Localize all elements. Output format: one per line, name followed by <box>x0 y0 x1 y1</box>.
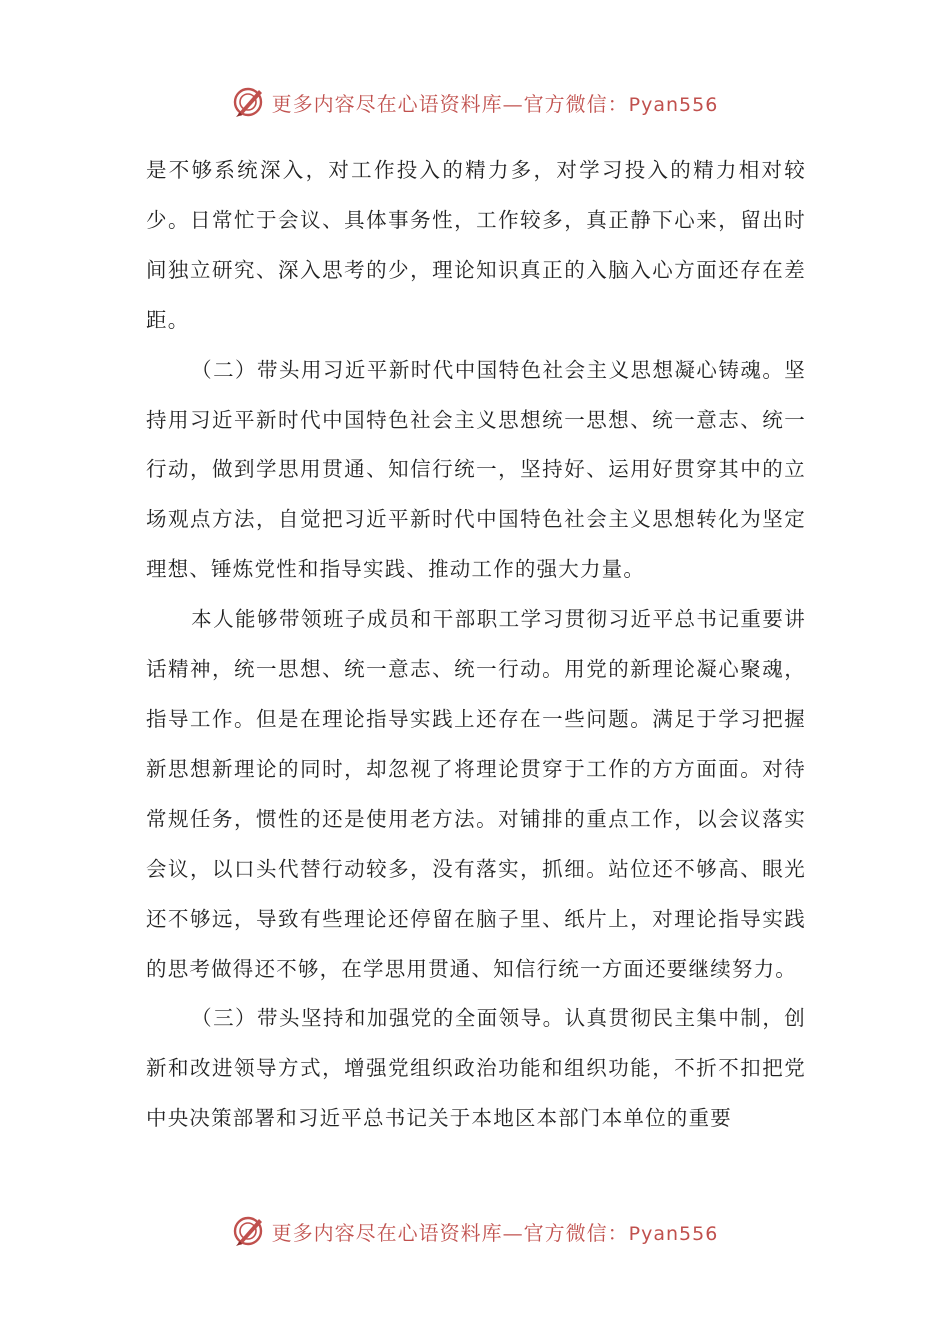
paragraph-3: 本人能够带领班子成员和干部职工学习贯彻习近平总书记重要讲话精神，统一思想、统一意志、统一行动。用党的新理论凝心聚魂，指导工作。但是在理论指导实践上还存在一些问题。满足于学习把握新思想新理论的同时，却忽视了将理论贯穿于工作的方方面面。对待常规任务，惯性的还是使用老方法。对铺排的重点工作，以会议落实会议，以口头代替行动较多，没有落实，抓细。站位还不够高、眼光还不够远，导致有些理论还停留在脑子里、纸片上，对理论指导实践的思考做得还不够，在学思用贯通、知信行统一方面还要继续努力。 <box>146 607 806 981</box>
footer-banner <box>0 1211 950 1251</box>
document-body <box>146 146 806 1144</box>
header-banner <box>0 82 950 122</box>
pen-logo-icon <box>232 1214 266 1248</box>
paragraph-2: （二）带头用习近平新时代中国特色社会主义思想凝心铸魂。坚持用习近平新时代中国特色社会主义思想统一思想、统一意志、统一行动，做到学思用贯通、知信行统一，坚持好、运用好贯穿其中的立场观点方法，自觉把习近平新时代中国特色社会主义思想转化为坚定理想、锤炼党性和指导实践、推动工作的强大力量。 <box>146 357 806 582</box>
paragraph-1: 是不够系统深入，对工作投入的精力多，对学习投入的精力相对较少。日常忙于会议、具体事务性，工作较多，真正静下心来，留出时间独立研究、深入思考的少，理论知识真正的入脑入心方面还存在差距。 <box>146 158 806 332</box>
paragraph-4: （三）带头坚持和加强党的全面领导。认真贯彻民主集中制，创新和改进领导方式，增强党组织政治功能和组织功能，不折不扣把党中央决策部署和习近平总书记关于本地区本部门本单位的重要 <box>146 1006 806 1131</box>
footer-banner-text: 更多内容尽在心语资料库—官方微信：Pyan556 <box>271 1220 719 1245</box>
header-wechat-id: Pyan556 <box>628 93 719 116</box>
footer-wechat-id: Pyan556 <box>628 1222 719 1245</box>
pen-logo-icon <box>232 85 266 119</box>
header-banner-text: 更多内容尽在心语资料库—官方微信：Pyan556 <box>271 91 719 116</box>
